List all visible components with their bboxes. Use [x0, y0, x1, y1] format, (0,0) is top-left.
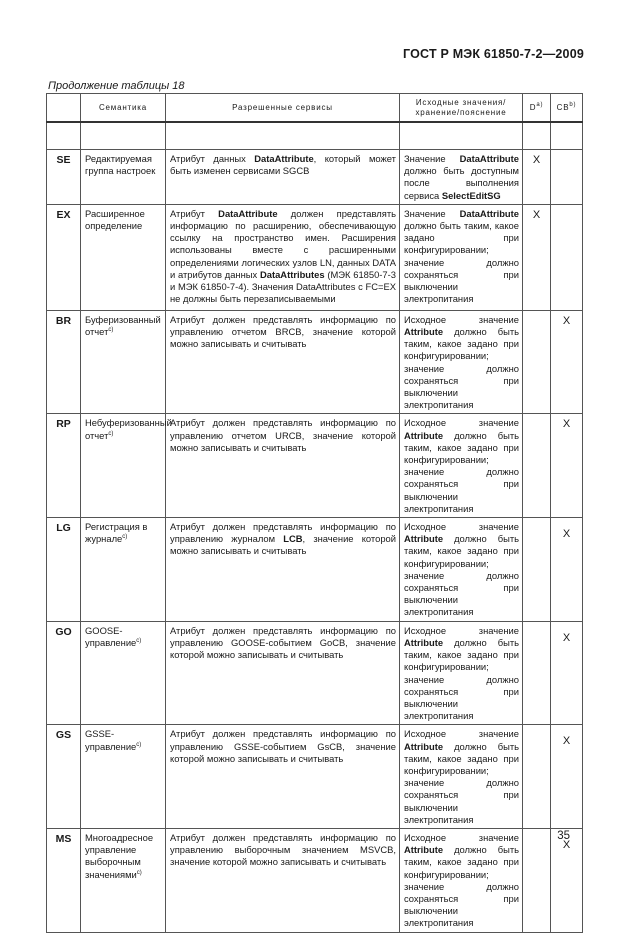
row-semantics: [81, 725, 166, 829]
initial-text: Исходное значение: [404, 417, 519, 429]
initial-text: Attribute: [404, 740, 444, 752]
row-services: [166, 828, 400, 932]
semantics-text: Расширенное определение: [85, 207, 145, 232]
semantics-text: GSSE-управление: [85, 728, 137, 752]
col-cb-footnote: b): [569, 101, 577, 108]
initial-text: Исходное значение: [404, 313, 519, 325]
initial-text: Attribute: [404, 429, 444, 441]
row-initial: [400, 414, 523, 518]
attributes-table: [46, 93, 583, 933]
table-row: [47, 310, 583, 414]
semantics-text: Буферизованный отчет: [85, 313, 161, 338]
services-text: Атрибут: [170, 207, 219, 219]
services-text: должен представлять информацию по расширению, обеспечивающую ссылку на пространство имен. Расширения использованы вместе с расширенными определениями логических узлов LN, данных DATA и атрибутов данных: [170, 207, 396, 280]
initial-text: должно быть таким, какое задано при конфигурировании; значение должно сохраняться при выключении электропитания: [404, 533, 519, 618]
row-code: GS: [47, 725, 81, 829]
initial-text: Исходное значение: [404, 831, 519, 843]
services-text: Атрибут данных: [170, 153, 255, 164]
footnote-ref: c): [136, 637, 142, 644]
col-d-label: D: [529, 102, 537, 112]
header-separator: [47, 122, 583, 150]
initial-text: Attribute: [404, 533, 444, 545]
row-services: [166, 725, 400, 829]
services-text: Атрибут должен представлять информацию по управлению отчетом BRCB, значение которой можно записывать и считывать: [170, 313, 396, 350]
row-d-mark: [523, 828, 551, 932]
table-row: [47, 725, 583, 829]
row-semantics: [81, 621, 166, 725]
initial-text: SelectEditSG: [441, 189, 501, 201]
initial-text: Значение: [404, 153, 460, 164]
footnote-ref: c): [108, 430, 114, 437]
initial-text: должно быть таким, какое задано при конфигурировании; значение должно сохраняться при выключении электропитания: [404, 326, 519, 411]
services-text: Атрибут должен представлять информацию по управлению GOOSE-событием GoCB, значение которой можно записывать и считывать: [170, 624, 396, 661]
row-semantics: [81, 414, 172, 518]
row-cb-mark: [551, 204, 583, 310]
initial-text: DataAttribute: [459, 153, 519, 164]
row-initial: [400, 621, 523, 725]
table-caption: Продолжение таблицы 18: [48, 80, 185, 92]
initial-text: должно быть таким, какое задано при конфигурировании; значение должно сохраняться при выключении электропитания: [404, 636, 519, 722]
initial-text: Исходное значение: [404, 624, 519, 636]
row-semantics: [81, 204, 166, 310]
row-code: RP: [47, 414, 81, 518]
services-text: Атрибут должен представлять информацию по управлению GSSE-событием GsCB, значение которой можно записывать и считывать: [170, 728, 396, 764]
initial-text: DataAttribute: [459, 207, 519, 219]
row-code: MS: [47, 828, 81, 932]
row-semantics: [81, 310, 166, 414]
services-text: Атрибут должен представлять информацию по управлению выборочным значением MSVCB, значение которой можно записывать и считывать: [170, 831, 396, 868]
row-cb-mark: X: [551, 414, 583, 518]
col-code: [47, 94, 81, 122]
table-row: [47, 150, 583, 205]
table-row: [47, 621, 583, 725]
initial-text: Attribute: [404, 636, 444, 648]
row-services: [166, 150, 400, 205]
table-row: [47, 518, 583, 622]
row-cb-mark: X: [551, 828, 583, 932]
services-text: , значение которой можно записывать и считывать: [170, 533, 396, 557]
semantics-text: Регистрация в журнале: [85, 521, 148, 545]
col-services: Разрешенные сервисы: [166, 94, 400, 122]
initial-text: Исходное значение: [404, 728, 519, 740]
table-row: [47, 414, 583, 518]
initial-text: Значение: [404, 207, 460, 219]
row-code: SE: [47, 150, 81, 205]
col-cb-label: CB: [556, 102, 570, 112]
footnote-ref: c): [136, 869, 142, 876]
row-d-mark: [523, 518, 551, 622]
row-semantics: [81, 150, 166, 205]
row-initial: [400, 725, 523, 829]
row-cb-mark: X: [551, 621, 583, 725]
initial-text: Attribute: [404, 326, 444, 338]
services-text: DataAttributes: [259, 268, 325, 280]
col-d-footnote: a): [536, 101, 544, 108]
services-text: Атрибут должен представлять информацию по управлению отчетом URCB, значение которой можно записывать и считывать: [170, 417, 396, 453]
row-code: BR: [47, 310, 81, 414]
initial-text: должно быть таким, какое задано при конфигурировании; значение должно сохраняться при выключении электропитания: [404, 740, 519, 825]
services-text: , который может быть изменен сервисами SGCB: [170, 153, 396, 177]
services-text: DataAttribute: [254, 153, 314, 164]
initial-text: должно быть доступным после выполнения сервиса: [404, 165, 519, 201]
services-text: LCB: [283, 533, 303, 545]
semantics-text: GOOSE-управление: [85, 624, 137, 648]
footnote-ref: c): [108, 327, 114, 334]
row-initial: [400, 204, 523, 310]
services-text: DataAttribute: [218, 207, 278, 219]
semantics-text: Редактируемая группа настроек: [85, 153, 156, 177]
row-code: GO: [47, 621, 81, 725]
page-number: 35: [557, 830, 570, 842]
row-cb-mark: X: [551, 518, 583, 622]
row-services: [166, 621, 400, 725]
col-d: [523, 94, 551, 122]
row-cb-mark: X: [551, 310, 583, 414]
row-d-mark: [523, 414, 551, 518]
row-services: [166, 414, 400, 518]
row-d-mark: [523, 621, 551, 725]
row-services: [166, 310, 400, 414]
semantics-text: Многоадресное управление выборочным значениями: [85, 831, 154, 880]
row-services: [166, 518, 400, 622]
footnote-ref: c): [122, 534, 128, 541]
col-initial: Исходные значения/ хранение/пояснение: [400, 94, 523, 122]
row-initial: [400, 518, 523, 622]
row-initial: [400, 310, 523, 414]
row-semantics: [81, 518, 166, 622]
footnote-ref: c): [136, 741, 142, 748]
row-semantics: [81, 828, 166, 932]
initial-text: Attribute: [404, 844, 444, 856]
row-cb-mark: X: [551, 725, 583, 829]
row-code: LG: [47, 518, 81, 622]
row-cb-mark: [551, 150, 583, 205]
semantics-text: Небуферизованный отчет: [85, 417, 172, 441]
row-d-mark: [523, 725, 551, 829]
row-d-mark: [523, 310, 551, 414]
table-row: [47, 828, 583, 932]
services-text: Атрибут должен представлять информацию по управлению журналом: [170, 521, 396, 545]
initial-text: должно быть таким, какое задано при конфигурировании; значение должно сохраняться при выключении электропитания: [404, 844, 519, 929]
row-d-mark: X: [523, 204, 551, 310]
row-code: EX: [47, 204, 81, 310]
initial-text: Исходное значение: [404, 521, 519, 533]
document-header: ГОСТ Р МЭК 61850-7-2—2009: [403, 47, 584, 61]
initial-text: должно быть таким, какое задано при конфигурировании; значение должно сохраняться при выключении электропитания: [404, 220, 519, 305]
services-text: (МЭК 61850-7-3 и МЭК 61850-7-4). Значения DataAttributes с FC=EX не должны быть перезаписываемыми: [170, 268, 396, 305]
row-initial: [400, 828, 523, 932]
col-cb: [551, 94, 583, 122]
col-semantics: Семантика: [81, 94, 166, 122]
table-header-row: [47, 94, 583, 122]
row-initial: [400, 150, 523, 205]
row-d-mark: X: [523, 150, 551, 205]
table-row: [47, 204, 583, 310]
row-services: [166, 204, 400, 310]
initial-text: должно быть таким, какое задано при конфигурировании; значение должно сохраняться при выключении электропитания: [404, 429, 519, 514]
